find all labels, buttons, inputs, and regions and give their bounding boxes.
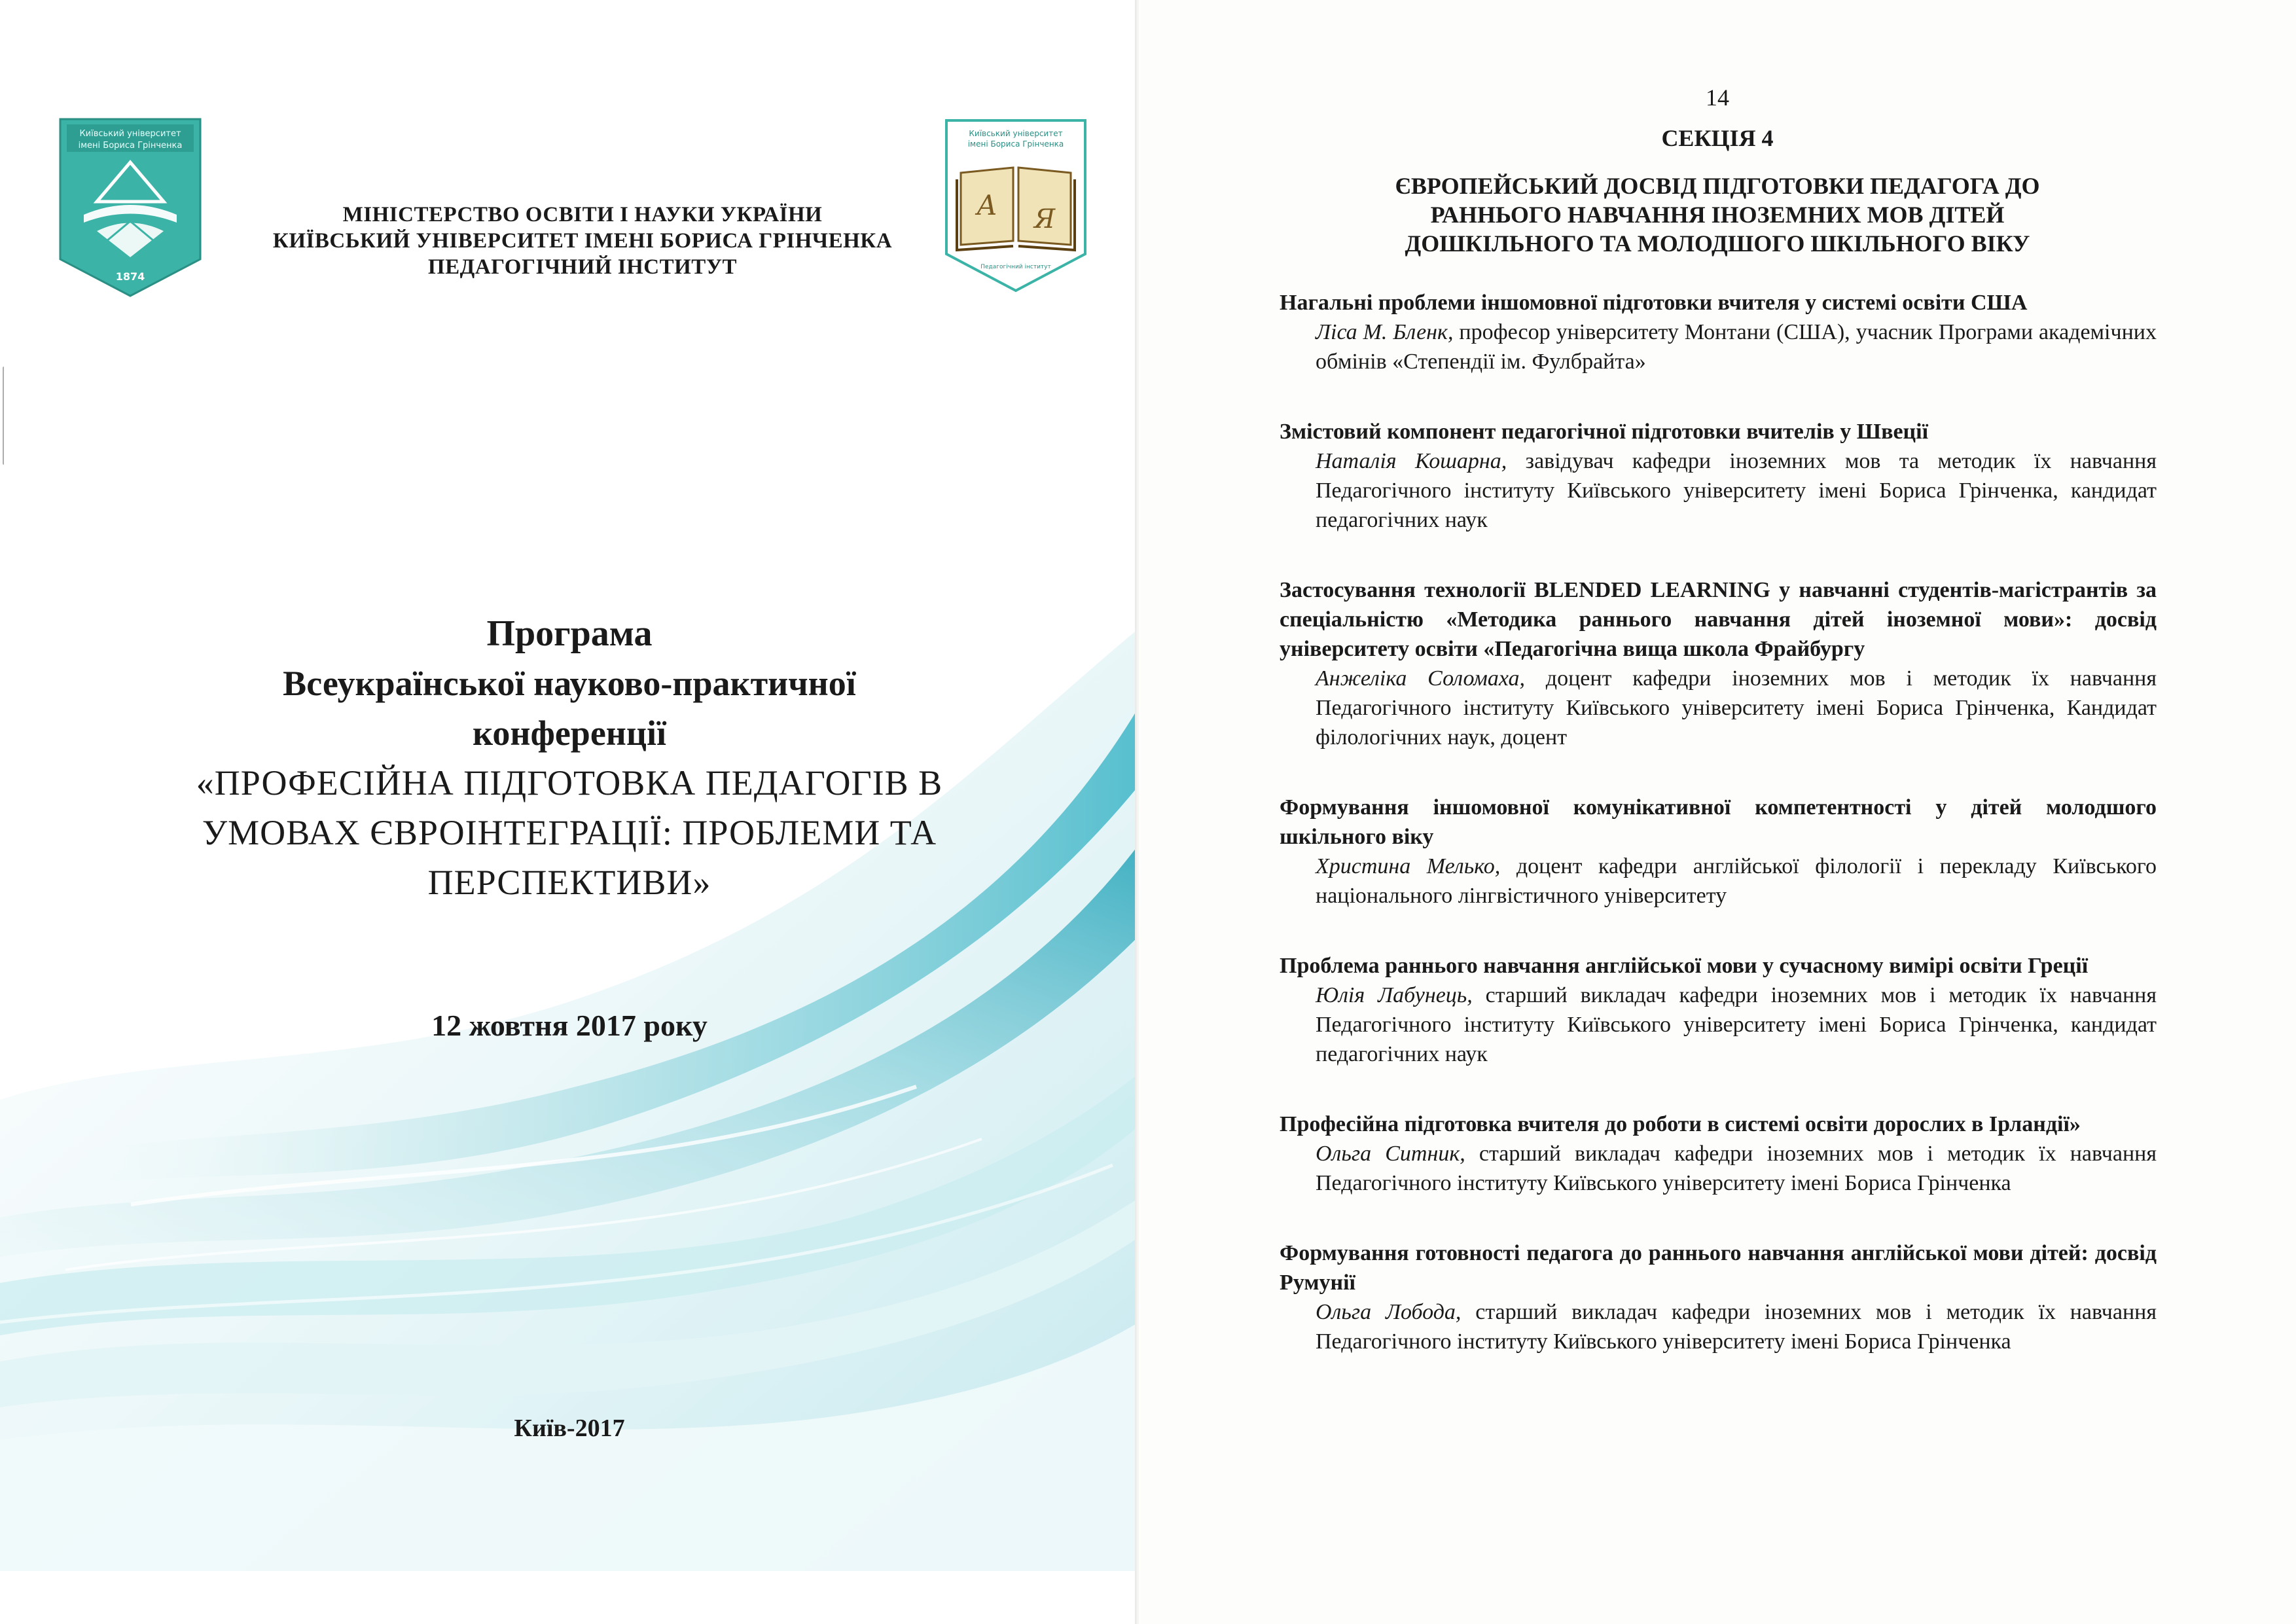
talk-speaker (1280, 852, 2157, 911)
section-number: СЕКЦІЯ 4 (1661, 125, 1774, 151)
speaker-name: Юлія Лабунець, (1316, 983, 1473, 1007)
speaker-name: Наталія Кошарна, (1316, 449, 1507, 473)
conference-line-2: конференції (472, 713, 667, 753)
talk-title: Змістовий компонент педагогічної підготовки вчителів у Швеції (1280, 420, 1929, 444)
university-line: КИЇВСЬКИЙ УНІВЕРСИТЕТ ІМЕНІ БОРИСА ГРІНЧЕНКА (272, 229, 893, 253)
city-year: Київ-2017 (514, 1415, 625, 1442)
section-title-line: ЄВРОПЕЙСЬКИЙ ДОСВІД ПІДГОТОВКИ ПЕДАГОГА ДО (1395, 173, 2040, 199)
talk-speaker (1280, 317, 2157, 376)
speaker-name: Христина Мелько, (1316, 854, 1501, 878)
talk-speaker (1280, 664, 2157, 752)
ministry-header (236, 202, 929, 280)
section-title-line: ДОШКІЛЬНОГО ТА МОЛОДШОГО ШКІЛЬНОГО ВІКУ (1405, 230, 2030, 257)
section-title-line: РАННЬОГО НАВЧАННЯ ІНОЗЕМНИХ МОВ ДІТЕЙ (1430, 202, 2005, 228)
section-title (1270, 171, 2165, 258)
speaker-name: Ольга Лобода, (1316, 1300, 1462, 1324)
institute-line: ПЕДАГОГІЧНИЙ ІНСТИТУТ (427, 255, 738, 279)
program-label: Програма (486, 613, 653, 654)
svg-text:Педагогічний інститут: Педагогічний інститут (980, 264, 1051, 270)
talk-item (1280, 1110, 2157, 1198)
conference-line-1: Всеукраїнської науково-практичної (283, 664, 856, 703)
talk-item (1280, 1238, 2157, 1356)
speaker-name: Ліса М. Бленк, (1316, 320, 1454, 344)
conference-name-line-1: «ПРОФЕСІЙНА ПІДГОТОВКА ПЕДАГОГІВ В (196, 763, 943, 803)
speaker-affiliation: доцент кафедри англійської філології і перекладу Київського національного лінгвістичного університету (1316, 854, 2157, 908)
talk-item (1280, 417, 2157, 535)
talk-title: Проблема раннього навчання англійської мови у сучасному вимірі освіти Греції (1280, 954, 2089, 978)
speaker-affiliation: старший викладач кафедри іноземних мов і методик їх навчання Педагогічного інституту Київського університету імені Бориса Грінченка (1316, 1142, 2157, 1195)
svg-text:А: А (977, 189, 997, 221)
talk-speaker (1280, 981, 2157, 1069)
speaker-affiliation: старший викладач кафедри іноземних мов і методик їх навчання Педагогічного інституту Київського університету імені Бориса Грінченка, кандидат педагогічних наук (1316, 983, 2157, 1066)
talk-item (1280, 575, 2157, 752)
talk-item (1280, 793, 2157, 911)
conference-name-line-3: ПЕРСПЕКТИВИ» (427, 863, 711, 902)
speaker-name: Анжеліка Соломаха, (1316, 666, 1526, 691)
conference-name-line-2: УМОВАХ ЄВРОІНТЕГРАЦІЇ: ПРОБЛЕМИ ТА (202, 813, 937, 852)
cover-title-block (118, 609, 1021, 907)
institute-logo-icon (942, 117, 1089, 295)
talk-item (1280, 951, 2157, 1069)
talk-item (1280, 288, 2157, 376)
svg-text:імені Бориса Грінченка: імені Бориса Грінченка (78, 141, 183, 151)
cover-page (0, 0, 1139, 1624)
talk-title: Застосування технології BLENDED LEARNING у навчанні студентів-магістрантів за спеціальністю «Методика раннього навчання дітей іноземної мови»: досвід університету освіти «Педагогічна вища школа Фрайбургу (1280, 578, 2157, 661)
talk-title: Професійна підготовка вчителя до роботи в системі освіти дорослих в Ірландії» (1280, 1112, 2081, 1136)
talk-speaker (1280, 1297, 2157, 1356)
svg-text:Київський університет: Київський університет (79, 129, 181, 139)
svg-text:Київський університет: Київський університет (969, 129, 1063, 138)
svg-text:імені Бориса Грінченка: імені Бориса Грінченка (967, 139, 1064, 149)
svg-text:1874: 1874 (115, 270, 145, 283)
ministry-line: МІНІСТЕРСТВО ОСВІТИ І НАУКИ УКРАЇНИ (342, 203, 823, 226)
speaker-affiliation: професор університету Монтани (США), учасник Програми академічних обмінів «Степендії ім. Фулбрайта» (1316, 320, 2157, 374)
scan-edge-mark (3, 367, 7, 465)
talk-title: Нагальні проблеми іншомовної підготовки вчителя у системі освіти США (1280, 291, 2028, 315)
talk-list (1280, 288, 2157, 1397)
talk-speaker (1280, 1139, 2157, 1198)
talk-title: Формування готовності педагога до раннього навчання англійської мови дітей: досвід Румунії (1280, 1241, 2157, 1295)
speaker-affiliation: доцент кафедри іноземних мов і методик їх навчання Педагогічного інституту Київського університету імені Бориса Грінченка, Кандидат філологічних наук, доцент (1316, 666, 2157, 749)
svg-text:Я: Я (1033, 204, 1056, 234)
talk-title: Формування іншомовної комунікативної компетентності у дітей молодшого шкільного віку (1280, 795, 2157, 849)
talk-speaker (1280, 446, 2157, 535)
speaker-name: Ольга Ситник, (1316, 1142, 1465, 1166)
page-number: 14 (1706, 84, 1729, 111)
speaker-affiliation: старший викладач кафедри іноземних мов і методик їх навчання Педагогічного інституту Київського університету імені Бориса Грінченка (1316, 1300, 2157, 1354)
conference-date: 12 жовтня 2017 року (431, 1009, 708, 1042)
university-logo-icon (58, 117, 203, 298)
speaker-affiliation: завідувач кафедри іноземних мов та методик їх навчання Педагогічного інституту Київського університету імені Бориса Грінченка, кандидат педагогічних наук (1316, 449, 2157, 532)
program-page (1139, 0, 2296, 1624)
